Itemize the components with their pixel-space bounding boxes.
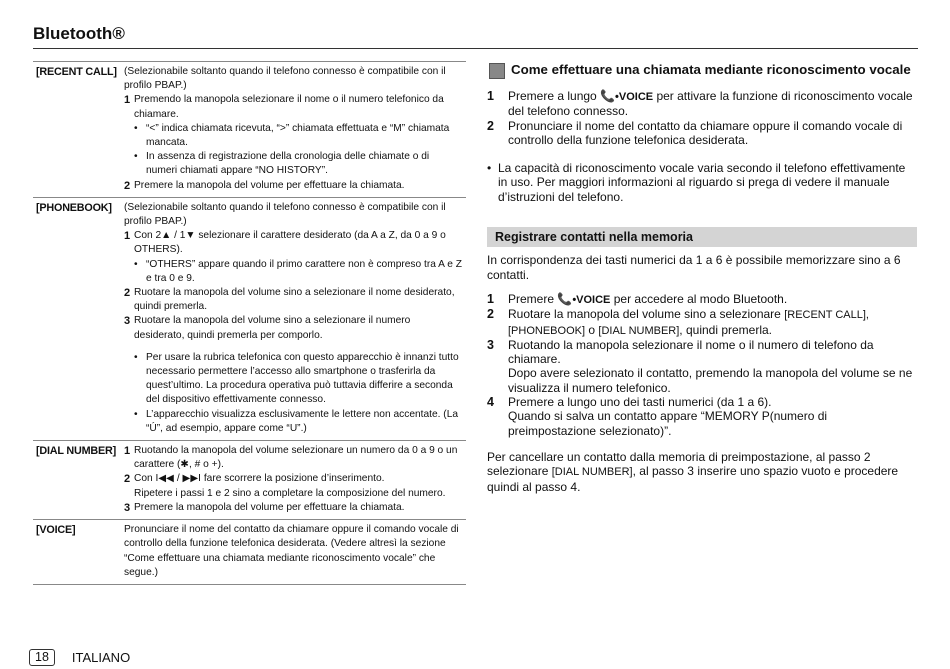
step-text: Pronunciare il nome del contatto da chiamare oppure il comando vocale di controllo della funzione telefonica desiderata. <box>508 118 903 147</box>
note: (Selezionabile soltanto quando il telefono connesso è compatibile con il profilo PBAP.) <box>124 201 446 228</box>
outro-part: Per cancellare un contatto dalla memoria di preimpostazione, al passo 2 selezionare <box>487 449 871 479</box>
bullet-text: La capacità di riconoscimento vocale varia secondo il telefono effettivamente in uso. Per maggiori informazioni al riguardo si prega di vedere il manuale d’istruzioni del telefono. <box>498 161 906 204</box>
step-text: o <box>588 322 596 337</box>
bullet-text: “<” indica chiamata ricevuta, “>” chiamata effettuata e “M” chiamata mancata. <box>146 122 450 149</box>
step-text: Con I◀◀ / ▶▶I fare scorrere la posizione d’inserimento. <box>134 473 385 485</box>
page-footer <box>29 649 130 666</box>
section-square-icon <box>489 63 505 79</box>
step-text: , quindi premerla. <box>679 322 773 337</box>
row-description: Pronunciare il nome del contatto da chiamare oppure il comando vocale di controllo della funzione telefonica desiderata. (Vedere altresì la sezione “Come effettuare una chiamata mediante riconoscimento vocale” che segue.) <box>121 520 466 585</box>
bullet-text: Per usare la rubrica telefonica con questo apparecchio è innanzi tutto necessario permettere l’accesso allo smartphone o trasferirla da quest’ultimo. La procedura operativa può tuttavia differire a seconda del dispositivo effettivamente connesso. <box>146 351 459 406</box>
row-description <box>121 441 466 520</box>
step-number: 3 <box>124 315 131 328</box>
bullet-text: L’apparecchio visualizza esclusivamente le lettere non accentate. (La “Ú”, ad esempio, appare come “U”.) <box>146 408 459 434</box>
step-number: 1 <box>487 89 494 103</box>
step-detail: Dopo avere selezionato il contatto, premendo la manopola del volume se ne visualizza il numero telefonico. <box>508 366 913 395</box>
page-title: Bluetooth® <box>33 24 125 43</box>
section-title: Come effettuare una chiamata mediante riconoscimento vocale <box>511 62 911 77</box>
table-row <box>33 62 466 198</box>
step-text: per attivare la funzione di riconoscimento vocale del telefono connesso. <box>508 89 913 119</box>
table-row <box>33 520 466 585</box>
list-item: • La capacità di riconoscimento vocale varia secondo il telefono effettivamente in uso. Per maggiori informazioni al riguardo si prega di vedere il manuale d’istruzioni del telefono. <box>487 161 917 204</box>
step-text: Premere a lungo <box>508 89 597 103</box>
step-text: Ruotare la manopola del volume sino a selezionare il numero desiderato, quindi premerla per comporlo. <box>134 315 411 341</box>
phone-icon: 📞 <box>557 291 573 306</box>
phone-menu-table <box>33 61 466 585</box>
step-number: 1 <box>124 230 131 243</box>
outro-text <box>487 450 917 494</box>
step-text: Ruotando la manopola del volume selezionare un numero da 0 a 9 o un carattere (✱, # o +). <box>134 445 458 471</box>
header-divider <box>33 48 918 49</box>
step-number: 2 <box>487 118 494 133</box>
step-text: Ruotare la manopola del volume sino a selezionare il nome desiderato, quindi premerla. <box>134 287 455 313</box>
list-item <box>487 307 917 338</box>
list-item <box>487 292 917 307</box>
step-text: Premendo la manopola selezionare il nome o il numero telefonico da chiamare. <box>134 94 444 120</box>
note: (Selezionabile soltanto quando il telefono connesso è compatibile con il profilo PBAP.) <box>124 66 446 92</box>
intro-text: In corrispondenza dei tasti numerici da 1 a 6 è possibile memorizzare sino a 6 contatti. <box>487 253 901 282</box>
step-number: 4 <box>487 395 494 410</box>
step-text: Ruotare la manopola del volume sino a selezionare <box>508 307 781 322</box>
step-number: 3 <box>124 501 131 514</box>
voice-button-label: •VOICE <box>572 293 611 306</box>
step-text: Premere la manopola del volume per effettuare la chiamata. <box>134 501 405 513</box>
step-number: 1 <box>487 291 494 306</box>
step-detail: Ripetere i passi 1 e 2 sino a completare la composizione del numero. <box>134 487 446 499</box>
outro-part: , al passo 3 inserire uno spazio vuoto e procedere quindi al passo 4. <box>487 464 899 494</box>
table-row <box>33 441 466 520</box>
step-text: per accedere al modo Bluetooth. <box>613 291 788 306</box>
row-key: [DIAL NUMBER] <box>33 441 121 520</box>
step-text: Con 2▲ / 1▼ selezionare il carattere desiderato (da A a Z, da 0 a 9 o OTHERS). <box>134 230 446 256</box>
voice-button-label: •VOICE <box>615 91 654 103</box>
bullet-text: “OTHERS” appare quando il primo carattere non è compreso tra A e Z e tra 0 e 9. <box>146 258 462 284</box>
row-key: [VOICE] <box>33 520 121 585</box>
step-number: 2 <box>124 473 131 486</box>
step-number: 1 <box>124 445 131 458</box>
step-number: 3 <box>487 337 494 352</box>
menu-key: [DIAL NUMBER] <box>598 324 680 337</box>
list-item <box>487 395 917 438</box>
row-description: (Selezionabile soltanto quando il telefono connesso è compatibile con il profilo PBAP.) 1 Con 2▲ / 1▼ selezionare il carattere desiderato (da A a Z, da 0 a 9 o OTHERS). • “OTHERS” appare quando il primo carattere non è compreso tra A e Z e tra 0 e 9. 2 Ruotare la manopola del volume sino a selezionare il nome desiderato, quindi premerla. 3 Ruotare la manopola del volume sino a selezionare il numero desiderato, quindi premerla per comporlo. • Per usare la rubrica telefonica con questo apparecchio è innanzi tutto necessario permettere l’accesso allo smartphone o trasferirla da quest’ultimo. La procedura operativa può tuttavia differire a seconda del dispositivo effettivamente connesso. • L’apparecchio visualizza esclusivamente le lettere non accentate. (La “Ú”, ad esempio, appare come “U”.) <box>121 197 466 440</box>
step-text: Premere a lungo uno dei tasti numerici (da 1 a 6). <box>508 395 772 410</box>
row-key: [RECENT CALL] <box>33 62 121 198</box>
step-text: Premere <box>508 291 555 306</box>
list-item <box>487 89 917 119</box>
language-label: ITALIANO <box>71 650 131 665</box>
menu-key: [RECENT CALL], <box>784 309 869 322</box>
step-text: Premere la manopola del volume per effettuare la chiamata. <box>134 179 405 191</box>
menu-key: [PHONEBOOK] <box>508 324 586 337</box>
phone-icon: 📞 <box>600 89 616 103</box>
list-item <box>487 119 917 148</box>
step-text: Ruotando la manopola selezionare il nome o il numero di telefono da chiamare. <box>508 337 874 367</box>
step-number: 2 <box>124 287 131 300</box>
step-number: 2 <box>124 179 131 192</box>
menu-key: [DIAL NUMBER] <box>551 466 633 479</box>
table-row <box>33 197 466 440</box>
row-description: (Selezionabile soltanto quando il telefono connesso è compatibile con il profilo PBAP.) 1 Premendo la manopola selezionare il nome o il numero telefonico da chiamare. • “<” indica chiamata ricevuta, “>” chiamata effettuata e “M” chiamata mancata. • In assenza di registrazione della cronologia delle chiamate o di numeri chiamati appare “NO HISTORY”. 2 Premere la manopola del volume per effettuare la chiamata. <box>121 62 466 198</box>
section-heading <box>487 61 917 79</box>
step-number: 2 <box>487 307 494 322</box>
page-number: 18 <box>29 649 55 666</box>
list-item <box>487 338 917 395</box>
step-detail: Quando si salva un contatto appare “MEMORY P(numero di preimpostazione selezionato)”. <box>508 409 828 438</box>
step-number: 1 <box>124 94 131 107</box>
bullet-text: In assenza di registrazione della cronologia delle chiamate o di numeri chiamati appare “NO HISTORY”. <box>146 151 430 177</box>
subsection-heading: Registrare contatti nella memoria <box>487 227 917 247</box>
right-column <box>487 61 917 494</box>
menu-table-section <box>33 61 466 585</box>
row-key: [PHONEBOOK] <box>33 197 121 440</box>
